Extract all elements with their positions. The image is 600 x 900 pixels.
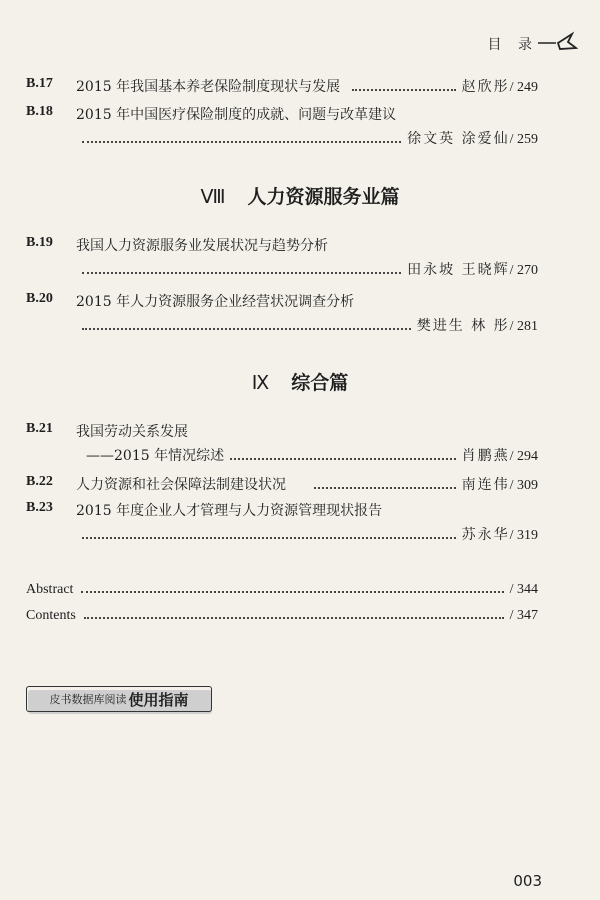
dot-leader — [81, 590, 503, 593]
entry-author: 苏永华 — [461, 527, 510, 543]
entry-code: B.20 — [26, 291, 53, 306]
section-heading-8 — [0, 182, 600, 209]
entry-leader-line — [76, 445, 538, 465]
toc-entry-b21[interactable] — [26, 421, 538, 471]
entry-code: B.22 — [26, 474, 53, 489]
toc-entry-b22[interactable] — [26, 474, 538, 496]
database-guide-box[interactable] — [26, 686, 212, 712]
dot-leader — [314, 486, 456, 489]
entry-title: 人力资源和社会保障法制建设状况 — [76, 477, 286, 493]
entry-title: 2015 年我国基本养老保险制度现状与发展 — [76, 79, 341, 95]
entry-leader-line — [346, 76, 538, 96]
page-number: 003 — [513, 872, 542, 890]
dot-leader — [82, 271, 401, 274]
entry-author: 肖鹏燕 — [461, 448, 510, 464]
entry-code: B.21 — [26, 421, 53, 436]
entry-title: 2015 年度企业人才管理与人力资源管理现状报告 — [76, 503, 383, 519]
dot-leader — [82, 140, 401, 143]
entry-title: 我国人力资源服务业发展状况与趋势分析 — [76, 238, 328, 254]
entry-page: / 309 — [509, 478, 538, 493]
dot-leader — [82, 327, 411, 330]
entry-page: / 249 — [509, 80, 538, 95]
dot-leader — [230, 457, 456, 460]
entry-page: / 259 — [509, 132, 538, 147]
entry-leader-line — [76, 259, 538, 279]
section-title: 人力资源服务业篇 — [247, 186, 400, 208]
entry-subtitle: ——2015 年情况综述 — [86, 448, 225, 464]
section-numeral: Ⅸ — [251, 373, 270, 394]
entry-leader-line — [76, 128, 538, 148]
toc-entry-abstract[interactable] — [26, 578, 538, 598]
toc-entry-contents[interactable] — [26, 604, 538, 624]
entry-leader-line — [308, 474, 538, 494]
arrow-decoration-icon — [538, 30, 578, 52]
toc-entry-b17[interactable] — [26, 76, 538, 98]
entry-title: 我国劳动关系发展 — [76, 424, 188, 440]
toc-entry-b19[interactable] — [26, 235, 538, 285]
entry-author: 田永坡 王晓辉 — [407, 262, 510, 278]
entry-author: 樊进生 林 彤 — [416, 318, 510, 334]
entry-code: B.18 — [26, 104, 53, 119]
entry-page: / 347 — [509, 608, 538, 623]
guide-small-text: 皮书数据库阅读 — [49, 693, 127, 706]
entry-page: / 344 — [509, 582, 538, 597]
guide-big-text: 使用指南 — [128, 690, 189, 709]
toc-entry-b20[interactable] — [26, 291, 538, 341]
dot-leader — [82, 536, 456, 539]
entry-code: B.23 — [26, 500, 53, 515]
entry-author: 赵欣彤 — [461, 79, 510, 95]
toc-entry-b23[interactable] — [26, 500, 538, 550]
dot-leader — [352, 88, 456, 91]
entry-leader-line — [76, 315, 538, 335]
dot-leader — [84, 616, 504, 619]
entry-title: Abstract — [26, 582, 74, 597]
entry-title: Contents — [26, 608, 76, 623]
entry-page: / 270 — [509, 263, 538, 278]
running-header: 目 录 — [487, 37, 538, 53]
entry-page: / 281 — [509, 319, 538, 334]
entry-code: B.17 — [26, 76, 53, 91]
entry-author: 徐文英 涂爱仙 — [407, 131, 510, 147]
section-numeral: Ⅷ — [200, 187, 226, 208]
entry-title: 2015 年人力资源服务企业经营状况调查分析 — [76, 294, 355, 310]
entry-author: 南连伟 — [461, 477, 510, 493]
entry-page: / 319 — [509, 528, 538, 543]
section-heading-9 — [0, 368, 600, 395]
entry-page: / 294 — [509, 449, 538, 464]
section-title: 综合篇 — [291, 372, 349, 394]
entry-code: B.19 — [26, 235, 53, 250]
toc-entry-b18[interactable] — [26, 104, 538, 154]
entry-leader-line — [76, 524, 538, 544]
entry-title: 2015 年中国医疗保险制度的成就、问题与改革建议 — [76, 107, 397, 123]
